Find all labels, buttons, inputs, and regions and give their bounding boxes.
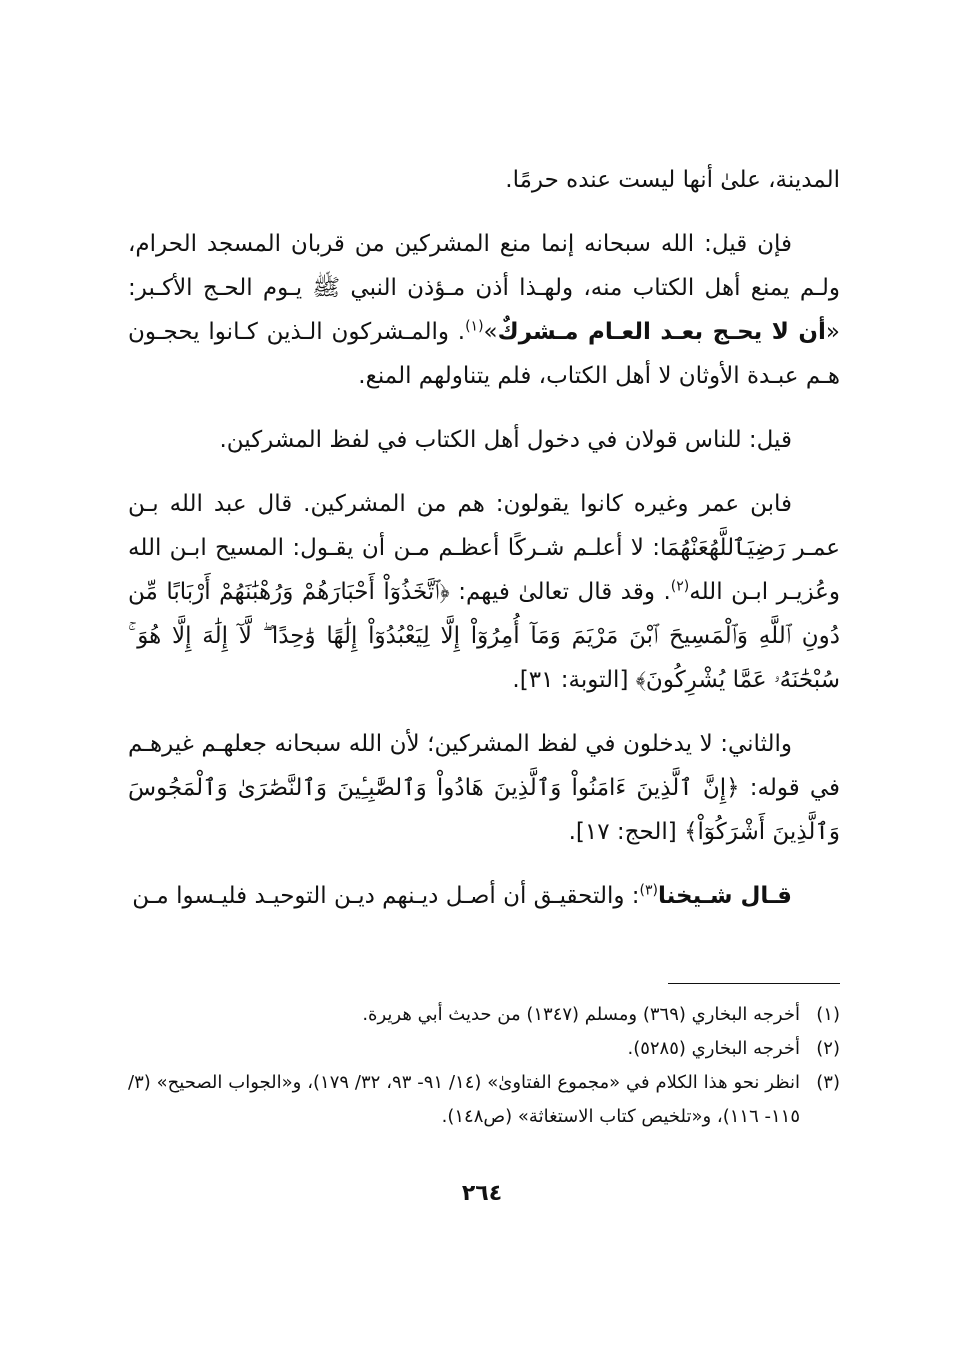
footnote-text: أخرجه البخاري (٥٢٨٥). (627, 1038, 800, 1059)
page-number: ٢٦٤ (461, 1181, 503, 1206)
paragraph-2-text-a: فإن قيل: الله سبحانه إنما منع المشركين من قربان المسجد الحرام، ولـم يمنع أهل الكتاب منه، ولهـذا أذن مـؤذن النبي ﷺ يـوم الحـج الأكـبر: « (128, 231, 840, 345)
footnote-ref-2[interactable]: (٢) (670, 578, 690, 595)
footnote-1 (128, 998, 840, 1032)
quran-verse-tawbah: ﴿ٱتَّخَذُوٓاْ أَحْبَارَهُمْ وَرُهْبَٰنَهُمْ أَرْبَابًا مِّن دُونِ ٱللَّهِ وَٱلْمَسِيحَ ٱبْنَ مَرْيَمَ وَمَآ أُمِرُوٓاْ إِلَّا لِيَعْبُدُوٓاْ إِلَٰهًا وَٰحِدًا ۖ لَّآ إِلَٰهَ إِلَّا هُوَ ۚ سُبْحَٰنَهُۥ عَمَّا يُشْرِكُونَ﴾ (128, 579, 840, 693)
footnotes (128, 998, 840, 1134)
footnote-text: أخرجه البخاري (٣٦٩) ومسلم (١٣٤٧) من حديث أبي هريرة. (362, 1004, 800, 1025)
paragraph-3-text: قيل: للناس قولان في دخول أهل الكتاب في لفظ المشركين. (219, 427, 792, 453)
shaykh-label: قـال شـيخنا (658, 883, 792, 909)
footnote-ref-1[interactable]: (١) (465, 318, 484, 335)
footnote-text: انظر نحو هذا الكلام في «مجموع الفتاوىٰ» (١٤/ ٩١- ٩٣، ٣٢/ ١٧٩)، و«الجواب الصحيح» (٣/ ١١٥- ١١٦)، و«تلخيص كتاب الاستغاثة» (ص١٤٨). (128, 1072, 800, 1127)
paragraph-1-text: المدينة، علىٰ أنها ليست عنده حرمًا. (505, 167, 840, 193)
paragraph-4-text-a: فابن عمر وغيره كانوا يقولون: هم من المشركين. قال عبد الله بـن عمـر رَضِيَٱللَّهُعَنْهُمَا: لا أعلـم شـركًا أعظـم مـن أن يقـول: المسيح ابـن الله وعُزيـر ابـن الله (128, 491, 840, 605)
quran-verse-hajj: ﴿إِنَّ ٱلَّذِينَ ءَامَنُواْ وَٱلَّذِينَ هَادُواْ وَٱلصَّٰبِـِٔينَ وَٱلنَّصَٰرَىٰ وَٱلْمَجُوسَ وَٱلَّذِينَ أَشْرَكُوٓاْ﴾ (128, 775, 840, 845)
main-text (128, 158, 840, 938)
footnote-number: (٣) (816, 1072, 840, 1093)
paragraph-4-text-b: . وقد قال تعالىٰ فيهم: (449, 579, 671, 605)
paragraph-2-text-b: » (483, 319, 498, 345)
footnote-ref-3[interactable]: (٣) (639, 882, 658, 899)
paragraph-5-text-a: والثاني: لا يدخلون في لفظ المشركين؛ لأن الله سبحانه جعلهـم غيرهـم في قوله: (128, 731, 840, 801)
footnote-number: (٢) (816, 1038, 840, 1059)
footnote-number: (١) (816, 1004, 840, 1025)
paragraph-5 (128, 722, 840, 854)
hadith-quote: أن لا يحـج بعـد العـام مـشركٌ (497, 319, 826, 345)
paragraph-6 (128, 874, 840, 918)
paragraph-1 (128, 158, 840, 202)
paragraph-2-text-c: . والمـشركون الـذين كـانوا يحجـون هـم عبـدة الأوثان لا أهل الكتاب، فلم يتناولهم المنع. (128, 319, 840, 389)
paragraph-6-text: : والتحقيـق أن أصـل ديـنهم ديـن التوحيـد فليـسوا مـن (132, 883, 640, 909)
footnote-divider (668, 983, 840, 984)
paragraph-3 (128, 418, 840, 462)
footnote-3 (128, 1066, 840, 1134)
footnote-2 (128, 1032, 840, 1066)
paragraph-2 (128, 222, 840, 398)
verse-reference-hajj: [الحج: ١٧]. (568, 819, 685, 845)
verse-reference-tawbah: [التوبة: ٣١]. (512, 667, 636, 693)
paragraph-4 (128, 482, 840, 702)
